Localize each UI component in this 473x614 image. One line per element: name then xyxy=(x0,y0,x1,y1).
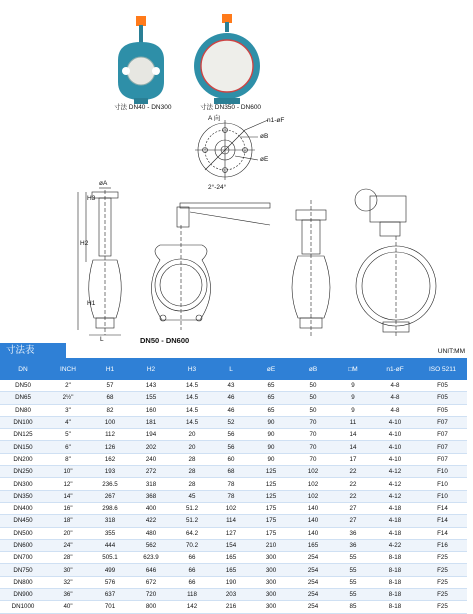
table-cell: 102 xyxy=(292,478,334,490)
table-cell: 118 xyxy=(172,589,212,601)
table-cell: 160 xyxy=(130,404,172,416)
table-cell: F14 xyxy=(418,515,467,527)
table-row xyxy=(0,564,467,576)
page-edge xyxy=(467,358,473,600)
table-row xyxy=(0,502,467,514)
label-diam-a: øA xyxy=(99,180,108,187)
table-header-cell: H2 xyxy=(130,358,172,380)
table-cell: 51.2 xyxy=(172,502,212,514)
table-cell: 22 xyxy=(334,466,372,478)
label-angle: 2°-24° xyxy=(208,184,227,191)
table-header-cell: INCH xyxy=(46,358,90,380)
table-cell: 10" xyxy=(46,466,90,478)
table-header-cell: H3 xyxy=(172,358,212,380)
table-cell: 355 xyxy=(90,527,130,539)
table-cell: 68 xyxy=(90,392,130,404)
table-cell: DN800 xyxy=(0,576,46,588)
table-cell: 60 xyxy=(212,453,250,465)
table-cell: DN400 xyxy=(0,502,46,514)
table-cell: 14 xyxy=(334,441,372,453)
table-cell: 18" xyxy=(46,515,90,527)
valve-large-image xyxy=(194,14,260,104)
table-cell: 4-18 xyxy=(372,527,418,539)
table-cell: F05 xyxy=(418,392,467,404)
table-cell: 142 xyxy=(172,601,212,613)
unit-label: UNIT:MM xyxy=(437,348,465,355)
table-cell: 20 xyxy=(172,441,212,453)
table-cell: 82 xyxy=(90,404,130,416)
table-cell: 8-18 xyxy=(372,601,418,613)
table-cell: 8-18 xyxy=(372,564,418,576)
table-header-cell: ISO 5211 xyxy=(418,358,467,380)
table-cell: 300 xyxy=(250,576,292,588)
table-cell: 2½" xyxy=(46,392,90,404)
table-cell: 78 xyxy=(212,478,250,490)
table-cell: 126 xyxy=(90,441,130,453)
table-cell: 8-18 xyxy=(372,589,418,601)
table-cell: 112 xyxy=(90,429,130,441)
table-cell: F10 xyxy=(418,478,467,490)
table-cell: 90 xyxy=(250,441,292,453)
table-header-cell: DN xyxy=(0,358,46,380)
table-cell: 5" xyxy=(46,429,90,441)
table-cell: 623.9 xyxy=(130,552,172,564)
table-cell: 11 xyxy=(334,416,372,428)
table-cell: 254 xyxy=(292,601,334,613)
table-cell: DN300 xyxy=(0,478,46,490)
label-l: L xyxy=(100,336,104,343)
table-cell: 9 xyxy=(334,380,372,392)
table-cell: 4-10 xyxy=(372,416,418,428)
table-row xyxy=(0,576,467,588)
table-cell: 32" xyxy=(46,576,90,588)
table-cell: 140 xyxy=(292,502,334,514)
table-cell: 300 xyxy=(250,589,292,601)
table-body xyxy=(0,380,467,613)
table-row xyxy=(0,552,467,564)
valve-side-view xyxy=(78,188,121,335)
table-row xyxy=(0,490,467,502)
table-cell: 8-18 xyxy=(372,552,418,564)
table-cell: 78 xyxy=(212,490,250,502)
table-cell: 210 xyxy=(250,539,292,551)
table-cell: 140 xyxy=(292,515,334,527)
table-cell: DN900 xyxy=(0,589,46,601)
table-cell: 14" xyxy=(46,490,90,502)
table-cell: 51.2 xyxy=(172,515,212,527)
table-cell: DN150 xyxy=(0,441,46,453)
table-cell: 318 xyxy=(130,478,172,490)
table-cell: 8" xyxy=(46,453,90,465)
table-cell: 36" xyxy=(46,589,90,601)
table-cell: 236.5 xyxy=(90,478,130,490)
table-cell: 46 xyxy=(212,392,250,404)
table-cell: 127 xyxy=(212,527,250,539)
table-row xyxy=(0,404,467,416)
table-cell: 70.2 xyxy=(172,539,212,551)
flange-top-view xyxy=(195,120,268,180)
table-cell: 4-22 xyxy=(372,539,418,551)
table-cell: 27 xyxy=(334,502,372,514)
table-cell: 125 xyxy=(250,478,292,490)
table-cell: 12" xyxy=(46,478,90,490)
valve-gearbox-view xyxy=(355,189,436,338)
table-header-cell: n1-øF xyxy=(372,358,418,380)
table-cell: 422 xyxy=(130,515,172,527)
table-cell: 701 xyxy=(90,601,130,613)
table-row xyxy=(0,478,467,490)
dimensions-table xyxy=(0,358,467,614)
table-cell: 70 xyxy=(292,453,334,465)
table-cell: 36 xyxy=(334,527,372,539)
table-cell: DN600 xyxy=(0,539,46,551)
table-cell: 8-18 xyxy=(372,576,418,588)
table-cell: 114 xyxy=(212,515,250,527)
table-cell: F25 xyxy=(418,589,467,601)
table-cell: 175 xyxy=(250,502,292,514)
label-diam-b: øB xyxy=(260,133,269,140)
valve-small-image xyxy=(118,16,164,104)
table-cell: 100 xyxy=(90,416,130,428)
table-cell: 55 xyxy=(334,576,372,588)
table-row xyxy=(0,515,467,527)
table-cell: 254 xyxy=(292,564,334,576)
table-cell: 800 xyxy=(130,601,172,613)
table-cell: 45 xyxy=(172,490,212,502)
table-cell: 3" xyxy=(46,404,90,416)
table-row xyxy=(0,416,467,428)
table-cell: 254 xyxy=(292,589,334,601)
table-cell: 154 xyxy=(212,539,250,551)
table-cell: 102 xyxy=(292,466,334,478)
table-cell: 14 xyxy=(334,429,372,441)
table-cell: 267 xyxy=(90,490,130,502)
table-cell: F25 xyxy=(418,576,467,588)
valve-side-view-right xyxy=(292,200,330,338)
table-cell: 17 xyxy=(334,453,372,465)
table-cell: DN100 xyxy=(0,416,46,428)
table-cell: 298.6 xyxy=(90,502,130,514)
table-row xyxy=(0,589,467,601)
label-bolt-holes: n1-øF xyxy=(267,117,285,124)
table-row xyxy=(0,392,467,404)
table-cell: 55 xyxy=(334,552,372,564)
table-cell: 55 xyxy=(334,589,372,601)
table-cell: 190 xyxy=(212,576,250,588)
table-cell: 14.5 xyxy=(172,380,212,392)
table-cell: 125 xyxy=(250,490,292,502)
table-cell: 90 xyxy=(250,416,292,428)
table-cell: 70 xyxy=(292,416,334,428)
table-cell: F25 xyxy=(418,564,467,576)
table-cell: 300 xyxy=(250,552,292,564)
table-cell: 55 xyxy=(334,564,372,576)
table-cell: 52 xyxy=(212,416,250,428)
table-cell: F07 xyxy=(418,441,467,453)
table-cell: 720 xyxy=(130,589,172,601)
section-tag: 寸法表 xyxy=(0,343,66,358)
table-cell: 4-18 xyxy=(372,502,418,514)
table-cell: 68 xyxy=(212,466,250,478)
table-row xyxy=(0,601,467,613)
table-cell: 90 xyxy=(250,429,292,441)
table-cell: 90 xyxy=(250,453,292,465)
table-row xyxy=(0,466,467,478)
table-row xyxy=(0,539,467,551)
table-cell: DN1000 xyxy=(0,601,46,613)
table-cell: 22 xyxy=(334,490,372,502)
table-cell: 70 xyxy=(292,429,334,441)
table-cell: DN200 xyxy=(0,453,46,465)
table-cell: 162 xyxy=(90,453,130,465)
table-cell: 155 xyxy=(130,392,172,404)
table-cell: 202 xyxy=(130,441,172,453)
table-cell: 28" xyxy=(46,552,90,564)
table-cell: 368 xyxy=(130,490,172,502)
table-header-cell: H1 xyxy=(90,358,130,380)
table-cell: 165 xyxy=(212,552,250,564)
table-cell: 56 xyxy=(212,441,250,453)
table-cell: 400 xyxy=(130,502,172,514)
table-cell: 300 xyxy=(250,601,292,613)
table-cell: 637 xyxy=(90,589,130,601)
label-h1: H1 xyxy=(87,300,96,307)
table-cell: 64.2 xyxy=(172,527,212,539)
table-cell: 300 xyxy=(250,564,292,576)
table-cell: F05 xyxy=(418,404,467,416)
table-cell: 672 xyxy=(130,576,172,588)
label-diam-e: øE xyxy=(260,156,269,163)
table-cell: F07 xyxy=(418,429,467,441)
label-a-view: A 向 xyxy=(208,115,221,122)
table-cell: 57 xyxy=(90,380,130,392)
table-cell: 65 xyxy=(250,404,292,416)
table-cell: 4-18 xyxy=(372,515,418,527)
table-cell: 181 xyxy=(130,416,172,428)
table-cell: 22 xyxy=(334,478,372,490)
table-cell: 28 xyxy=(172,466,212,478)
table-cell: F10 xyxy=(418,466,467,478)
table-row xyxy=(0,441,467,453)
table-cell: DN700 xyxy=(0,552,46,564)
valve-front-view xyxy=(151,203,270,330)
table-cell: 4-12 xyxy=(372,490,418,502)
table-cell: 50 xyxy=(292,380,334,392)
table-row xyxy=(0,527,467,539)
table-cell: 272 xyxy=(130,466,172,478)
table-row xyxy=(0,453,467,465)
table-cell: DN80 xyxy=(0,404,46,416)
table-cell: 4-12 xyxy=(372,478,418,490)
table-cell: 254 xyxy=(292,576,334,588)
table-cell: 43 xyxy=(212,380,250,392)
table-cell: 85 xyxy=(334,601,372,613)
table-cell: 4-8 xyxy=(372,380,418,392)
table-cell: F14 xyxy=(418,527,467,539)
table-row xyxy=(0,380,467,392)
table-cell: 576 xyxy=(90,576,130,588)
label-h3: H3 xyxy=(87,195,96,202)
table-cell: 4-10 xyxy=(372,429,418,441)
label-h2: H2 xyxy=(80,240,89,247)
table-cell: 4-12 xyxy=(372,466,418,478)
table-cell: DN500 xyxy=(0,527,46,539)
table-cell: F14 xyxy=(418,502,467,514)
table-cell: 4-8 xyxy=(372,392,418,404)
table-cell: 444 xyxy=(90,539,130,551)
table-cell: DN65 xyxy=(0,392,46,404)
caption-large-valve: 寸法 DN350 - DN600 xyxy=(200,104,262,111)
table-cell: 14.5 xyxy=(172,416,212,428)
table-cell: F25 xyxy=(418,601,467,613)
table-cell: 125 xyxy=(250,466,292,478)
table-cell: 66 xyxy=(172,564,212,576)
table-cell: 240 xyxy=(130,453,172,465)
table-cell: 65 xyxy=(250,392,292,404)
table-cell: F07 xyxy=(418,453,467,465)
table-cell: 50 xyxy=(292,404,334,416)
table-cell: 102 xyxy=(292,490,334,502)
table-cell: 140 xyxy=(292,527,334,539)
table-cell: 646 xyxy=(130,564,172,576)
table-cell: F05 xyxy=(418,380,467,392)
table-cell: DN125 xyxy=(0,429,46,441)
table-cell: 102 xyxy=(212,502,250,514)
drawing-range-label: DN50 - DN600 xyxy=(140,336,190,345)
table-cell: 66 xyxy=(172,552,212,564)
table-cell: DN350 xyxy=(0,490,46,502)
caption-small-valve: 寸法 DN40 - DN300 xyxy=(114,104,172,111)
table-cell: F07 xyxy=(418,416,467,428)
table-cell: 14.5 xyxy=(172,404,212,416)
table-cell: 36 xyxy=(334,539,372,551)
table-cell: 24" xyxy=(46,539,90,551)
table-cell: 9 xyxy=(334,392,372,404)
table-cell: 56 xyxy=(212,429,250,441)
table-row xyxy=(0,429,467,441)
table-header-cell: øE xyxy=(250,358,292,380)
table-cell: 40" xyxy=(46,601,90,613)
table-cell: 2" xyxy=(46,380,90,392)
table-cell: 27 xyxy=(334,515,372,527)
table-cell: 16" xyxy=(46,502,90,514)
table-cell: 6" xyxy=(46,441,90,453)
table-cell: 50 xyxy=(292,392,334,404)
table-cell: 254 xyxy=(292,552,334,564)
table-cell: 28 xyxy=(172,478,212,490)
table-cell: 505.1 xyxy=(90,552,130,564)
table-cell: 20 xyxy=(172,429,212,441)
table-cell: 65 xyxy=(250,380,292,392)
table-cell: 20" xyxy=(46,527,90,539)
table-cell: 165 xyxy=(212,564,250,576)
table-cell: 175 xyxy=(250,515,292,527)
table-header-cell: øB xyxy=(292,358,334,380)
table-cell: F10 xyxy=(418,490,467,502)
table-cell: 143 xyxy=(130,380,172,392)
table-header-cell: L xyxy=(212,358,250,380)
table-cell: DN50 xyxy=(0,380,46,392)
table-cell: 70 xyxy=(292,441,334,453)
table-cell: DN250 xyxy=(0,466,46,478)
table-cell: 4-10 xyxy=(372,441,418,453)
table-cell: 4" xyxy=(46,416,90,428)
table-cell: 66 xyxy=(172,576,212,588)
table-cell: DN450 xyxy=(0,515,46,527)
table-cell: 194 xyxy=(130,429,172,441)
table-cell: 203 xyxy=(212,589,250,601)
table-cell: 175 xyxy=(250,527,292,539)
table-cell: 480 xyxy=(130,527,172,539)
table-cell: 28 xyxy=(172,453,212,465)
table-cell: 499 xyxy=(90,564,130,576)
table-cell: F16 xyxy=(418,539,467,551)
table-header-cell: □M xyxy=(334,358,372,380)
table-cell: 165 xyxy=(292,539,334,551)
table-cell: 4-10 xyxy=(372,453,418,465)
table-cell: DN750 xyxy=(0,564,46,576)
table-cell: 14.5 xyxy=(172,392,212,404)
table-header-row xyxy=(0,358,467,380)
table-cell: 216 xyxy=(212,601,250,613)
table-cell: 9 xyxy=(334,404,372,416)
table-cell: 46 xyxy=(212,404,250,416)
table-cell: F25 xyxy=(418,552,467,564)
table-cell: 562 xyxy=(130,539,172,551)
table-cell: 30" xyxy=(46,564,90,576)
table-cell: 4-8 xyxy=(372,404,418,416)
table-cell: 193 xyxy=(90,466,130,478)
table-cell: 318 xyxy=(90,515,130,527)
